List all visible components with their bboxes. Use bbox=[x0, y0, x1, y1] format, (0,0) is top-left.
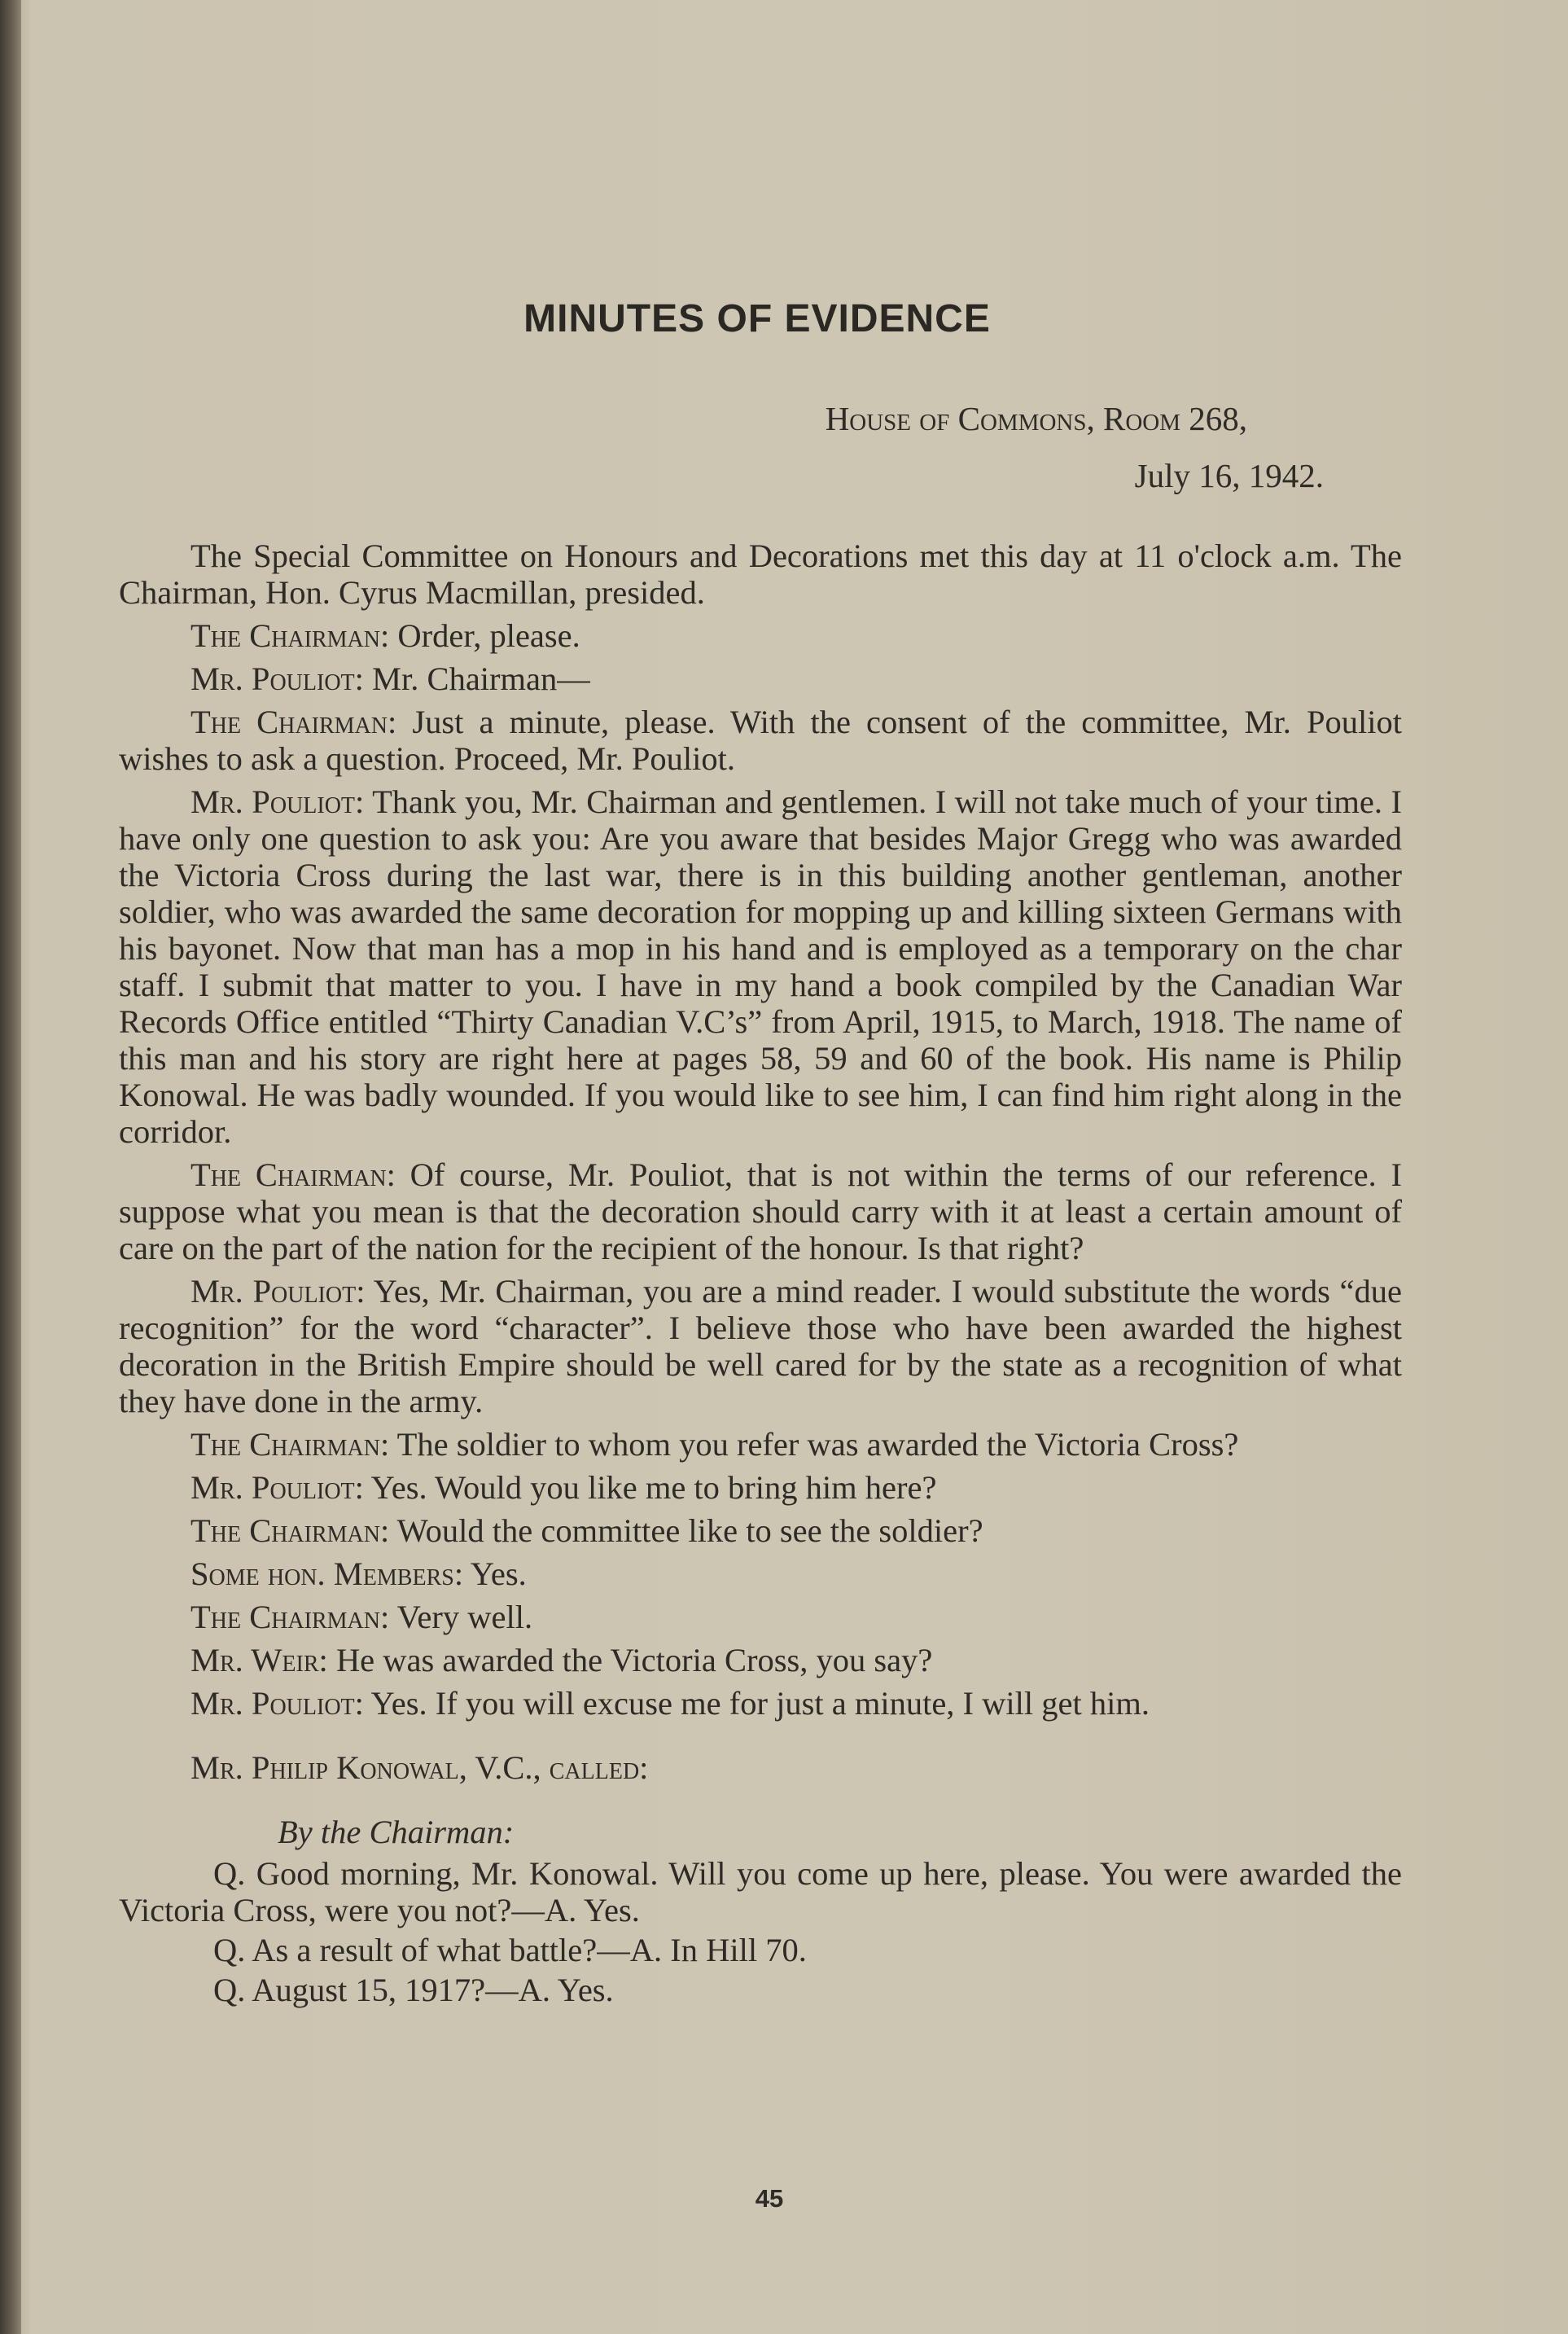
meeting-location: House of Commons, Room 268, bbox=[825, 400, 1247, 437]
speech-text: Very well. bbox=[396, 1599, 533, 1635]
speaker-name: The Chairman bbox=[191, 1156, 387, 1193]
exchange-paragraph: Mr. Pouliot: Thank you, Mr. Chairman and gentlemen. I will not take much of your time. I have only one question to ask you: Are you aware that besides Major Gregg who was awarded the Victoria Cross during the last war, there is in this building another gentleman, another soldier, who was awarded the same decoration for mopping up and killing sixteen Germans with his bayonet. Now that man has a mop in his hand and is employed as a temporary on the char staff. I submit that matter to you. I have in my hand a book compiled by the Canadian War Records Office entitled “Thirty Canadian V.C’s” from April, 1915, to March, 1918. The name of this man and his story are right here at pages 58, 59 and 60 of the book. His name is Philip Konowal. He was badly wounded. If you would like to see him, I can find him right along in the corridor. bbox=[119, 783, 1402, 1150]
witness-called: Mr. Philip Konowal, V.C., called: bbox=[191, 1749, 649, 1786]
speech-text: Yes. If you will excuse me for just a minute, I will get him. bbox=[370, 1685, 1150, 1722]
speaker-name: Mr. Pouliot bbox=[191, 1469, 355, 1506]
exchange-paragraph: Some hon. Members: Yes. bbox=[191, 1555, 527, 1592]
speaker-name: Some hon. Members bbox=[191, 1555, 454, 1592]
exchange-paragraph: The Chairman: Would the committee like to see the soldier? bbox=[191, 1512, 983, 1549]
speaker-name: The Chairman bbox=[191, 704, 388, 740]
minutes-body bbox=[119, 537, 1402, 2012]
exchange-paragraph: The Chairman: The soldier to whom you refer was awarded the Victoria Cross? bbox=[191, 1426, 1239, 1463]
speaker-name: The Chairman bbox=[191, 1512, 380, 1549]
page-number: 45 bbox=[755, 2184, 784, 2213]
speaker-name: Mr. Weir bbox=[191, 1642, 319, 1678]
exchange-paragraph: Mr. Weir: He was awarded the Victoria Cross, you say? bbox=[191, 1642, 933, 1678]
question-answer: Q. August 15, 1917?—A. Yes. bbox=[213, 1972, 614, 2008]
speaker-name: Mr. Pouliot bbox=[191, 1273, 357, 1310]
examiner-heading: By the Chairman: bbox=[278, 1814, 515, 1850]
book-spine-shadow bbox=[0, 0, 21, 2334]
speech-text: Order, please. bbox=[397, 617, 580, 654]
intro-paragraph: The Special Committee on Honours and Decorations met this day at 11 o'clock a.m. The Chairman, Hon. Cyrus Macmillan, presided. bbox=[119, 537, 1402, 611]
exchange-paragraph: The Chairman: Very well. bbox=[191, 1599, 533, 1635]
exchange-paragraph: The Chairman: Of course, Mr. Pouliot, that is not within the terms of our reference. I suppose what you mean is that the decoration should carry with it at least a certain amount of care on the part of the nation for the recipient of the honour. Is that right? bbox=[119, 1156, 1402, 1266]
speech-text: The soldier to whom you refer was awarded the Victoria Cross? bbox=[396, 1426, 1239, 1463]
speech-text: Yes, Mr. Chairman, you are a mind reader. I would substitute the words “due recognition” for the word “character”. I believe those who have been awarded the highest decoration in the British Empire should be well cared for by the state as a recognition of what they have done in the army. bbox=[119, 1273, 1402, 1419]
question-answer: Q. As a result of what battle?—A. In Hill 70. bbox=[213, 1932, 807, 1968]
meeting-date: July 16, 1942. bbox=[1134, 457, 1324, 494]
speech-text: Of course, Mr. Pouliot, that is not within the terms of our reference. I suppose what you mean is that the decoration should carry with it at least a certain amount of care on the part of the nation for the recipient of the honour. Is that right? bbox=[119, 1156, 1402, 1266]
speech-text: Would the committee like to see the soldier? bbox=[396, 1512, 983, 1549]
exchange-paragraph: Mr. Pouliot: Yes. If you will excuse me for just a minute, I will get him. bbox=[191, 1685, 1150, 1722]
page-title: MINUTES OF EVIDENCE bbox=[523, 297, 991, 340]
speech-text: Thank you, Mr. Chairman and gentlemen. I will not take much of your time. I have only one question to ask you: Are you aware that besides Major Gregg who was awarded the Victoria Cross during the last war, there is in this building another gentleman, another soldier, who was awarded the same decoration for mopping up and killing sixteen Germans with his bayonet. Now that man has a mop in his hand and is employed as a temporary on the char staff. I submit that matter to you. I have in my hand a book compiled by the Canadian War Records Office entitled “Thirty Canadian V.C’s” from April, 1915, to March, 1918. The name of this man and his story are right here at pages 58, 59 and 60 of the book. His name is Philip Konowal. He was badly wounded. If you would like to see him, I can find him right along in the corridor. bbox=[119, 783, 1402, 1150]
speech-text: He was awarded the Victoria Cross, you say? bbox=[335, 1642, 933, 1678]
speaker-name: The Chairman bbox=[191, 1599, 380, 1635]
exchange-paragraph: Mr. Pouliot: Yes. Would you like me to bring him here? bbox=[191, 1469, 937, 1506]
question-answer: Q. Good morning, Mr. Konowal. Will you come up here, please. You were awarded the Victoria Cross, were you not?—A. Yes. bbox=[119, 1855, 1402, 1928]
speech-text: Yes. Would you like me to bring him here? bbox=[370, 1469, 937, 1506]
exchange-paragraph: The Chairman: Just a minute, please. With the consent of the committee, Mr. Pouliot wishes to ask a question. Proceed, Mr. Pouliot. bbox=[119, 704, 1402, 777]
speech-text: Yes. bbox=[470, 1555, 527, 1592]
exchange-paragraph: The Chairman: Order, please. bbox=[191, 617, 580, 654]
speaker-name: The Chairman bbox=[191, 1426, 380, 1463]
speech-text: Mr. Chairman— bbox=[372, 660, 590, 697]
exchange-paragraph: Mr. Pouliot: Mr. Chairman— bbox=[191, 660, 590, 697]
exchange-paragraph: Mr. Pouliot: Yes, Mr. Chairman, you are a mind reader. I would substitute the words “due recognition” for the word “character”. I believe those who have been awarded the highest decoration in the British Empire should be well cared for by the state as a recognition of what they have done in the army. bbox=[119, 1273, 1402, 1419]
speaker-name: Mr. Pouliot bbox=[191, 660, 355, 697]
speaker-name: Mr. Pouliot bbox=[191, 1685, 355, 1722]
speech-text: Just a minute, please. With the consent of the committee, Mr. Pouliot wishes to ask a question. Proceed, Mr. Pouliot. bbox=[119, 704, 1402, 777]
speaker-name: The Chairman bbox=[191, 617, 380, 654]
speaker-name: Mr. Pouliot bbox=[191, 783, 356, 820]
